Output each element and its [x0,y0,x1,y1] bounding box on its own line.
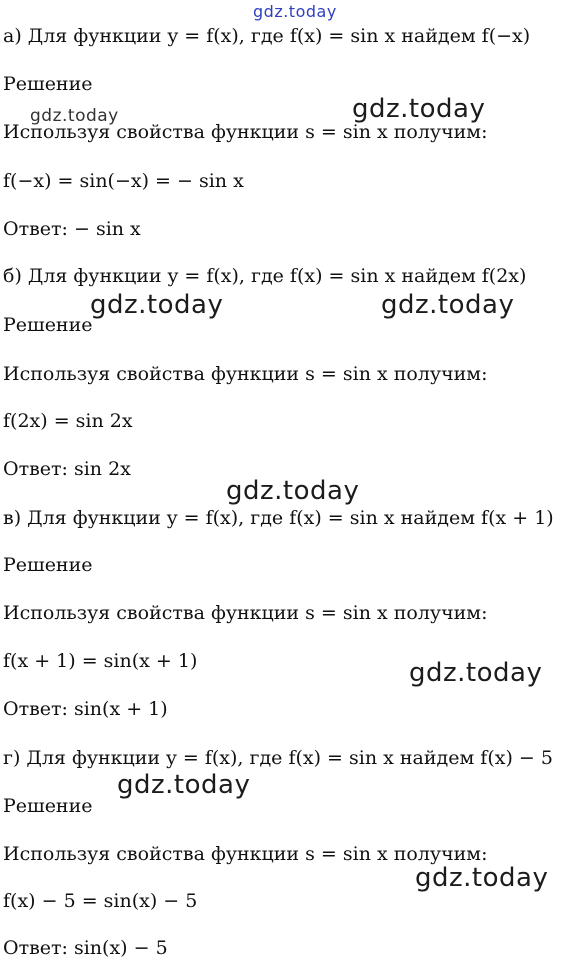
answer-b: Ответ: sin 2x [3,458,131,480]
answer-v: Ответ: sin(x + 1) [3,698,168,720]
solution-label-a: Решение [3,73,93,95]
watermark: gdz.today [381,290,515,320]
method-b: Используя свойства функции s = sin x получим: [3,363,488,385]
answer-g: Ответ: sin(x) − 5 [3,937,168,959]
task-a: а) Для функции y = f(x), где f(x) = sin x найдем f(−x) [3,25,531,47]
formula-a: f(−x) = sin(−x) = − sin x [3,170,244,192]
watermark: gdz.today [415,863,549,893]
solution-label-v: Решение [3,554,93,576]
formula-b: f(2x) = sin 2x [3,410,133,432]
answer-a: Ответ: − sin x [3,218,141,240]
task-g: г) Для функции y = f(x), где f(x) = sin x найдем f(x) − 5 [3,747,553,769]
watermark: gdz.today [226,476,360,506]
watermark: gdz.today [30,106,119,126]
watermark: gdz.today [352,94,486,124]
task-v: в) Для функции y = f(x), где f(x) = sin x найдем f(x + 1) [3,507,554,529]
task-b: б) Для функции y = f(x), где f(x) = sin x найдем f(2x) [3,265,527,287]
watermark: gdz.today [90,290,224,320]
watermark: gdz.today [409,658,543,688]
solution-label-b: Решение [3,314,93,336]
formula-g: f(x) − 5 = sin(x) − 5 [3,890,198,912]
solution-label-g: Решение [3,795,93,817]
watermark-top: gdz.today [253,2,337,21]
method-v: Используя свойства функции s = sin x получим: [3,602,488,624]
formula-v: f(x + 1) = sin(x + 1) [3,650,198,672]
method-g: Используя свойства функции s = sin x получим: [3,843,488,865]
watermark: gdz.today [117,770,251,800]
method-a: Используя свойства функции s = sin x получим: [3,121,488,143]
